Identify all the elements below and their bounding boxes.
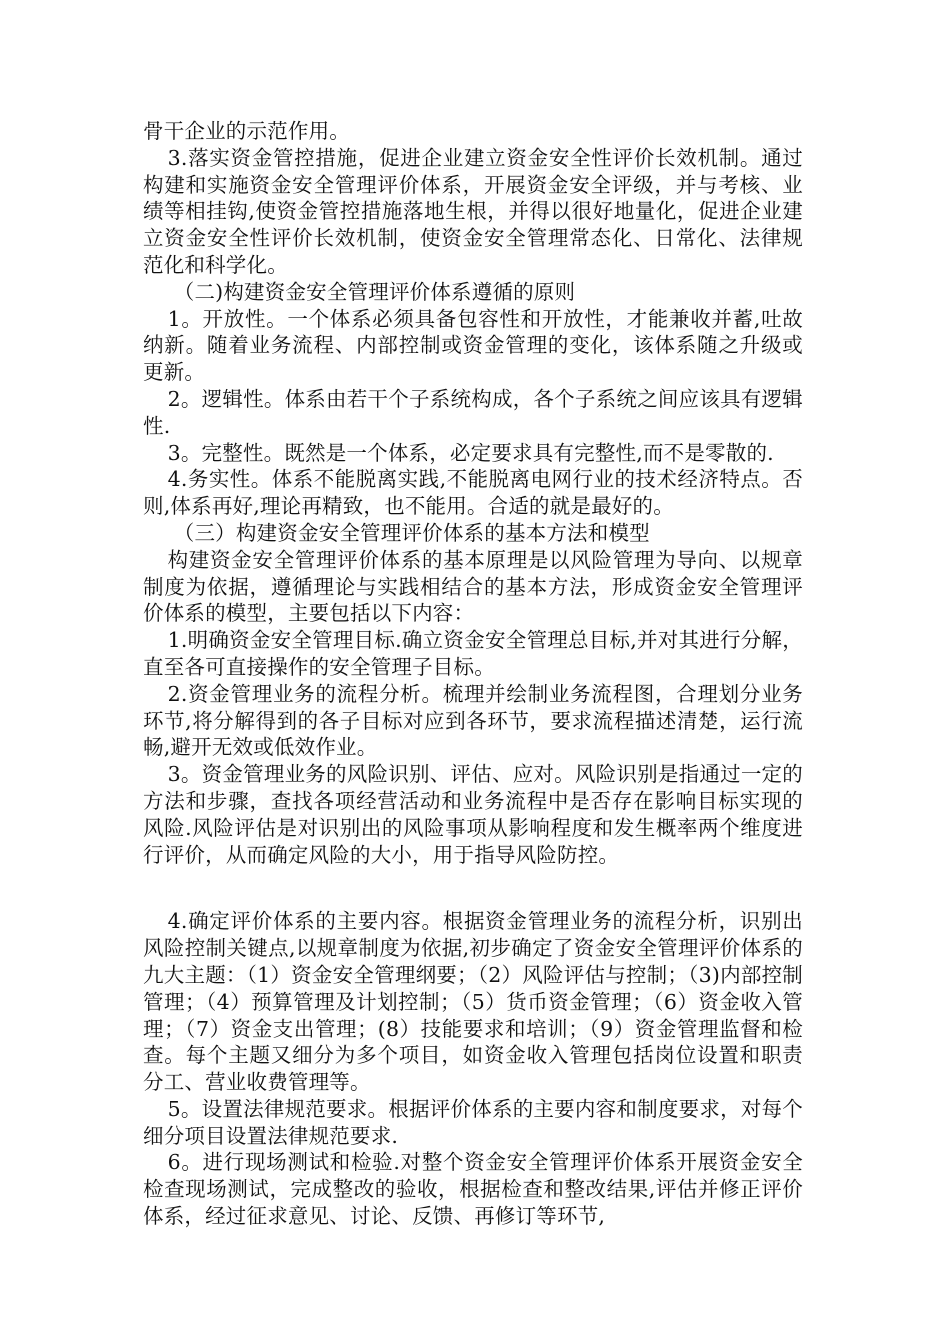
section-heading-3: （三）构建资金安全管理评价体系的基本方法和模型 (173, 520, 650, 545)
paragraph-logic: 2。逻辑性。体系由若干个子系统构成，各个子系统之间应该具有逻辑性. (143, 386, 803, 438)
paragraph-step-4: 4.确定评价体系的主要内容。根据资金管理业务的流程分析，识别出风险控制关键点,以规章制度为依据,初步确定了资金安全管理评价体系的九大主题：（1）资金安全管理纲要；（2）风险评估与控制；（3)内部控制管理；（4）预算管理及计划控制；（5）货币资金管理；（6）资金收入管理；（7）资金支出管理；(8）技能要求和培训；（9）资金管理监督和检查。每个主题又细分为多个项目，如资金收入管理包括岗位设置和职责分工、营业收费管理等。 (143, 909, 803, 1095)
paragraph-step-3: 3。资金管理业务的风险识别、评估、应对。风险识别是指通过一定的方法和步骤，查找各项经营活动和业务流程中是否存在影响目标实现的风险.风险评估是对识别出的风险事项从影响程度和发生概率两个维度进行评价，从而确定风险的大小，用于指导风险防控。 (143, 762, 803, 867)
paragraph-step-2: 2.资金管理业务的流程分析。梳理并绘制业务流程图，合理划分业务环节,将分解得到的各子目标对应到各环节，要求流程描述清楚，运行流畅,避开无效或低效作业。 (143, 681, 803, 760)
paragraph-step-6: 6。进行现场测试和检验.对整个资金安全管理评价体系开展资金安全检查现场测试，完成整改的验收，根据检查和整改结果,评估并修正评价体系，经过征求意见、讨论、反馈、再修订等环节, (143, 1150, 803, 1229)
paragraph-integrity: 3。完整性。既然是一个体系，必定要求具有完整性,而不是零散的. (167, 440, 774, 465)
paragraph-principle: 构建资金安全管理评价体系的基本原理是以风险管理为导向、以规章制度为依据，遵循理论与实践相结合的基本方法，形成资金安全管理评价体系的模型，主要包括以下内容： (143, 547, 803, 626)
paragraph-openness: 1。开放性。一个体系必须具备包容性和开放性，才能兼收并蓄,吐故纳新。随着业务流程、内部控制或资金管理的变化，该体系随之升级或更新。 (143, 306, 803, 385)
paragraph-2: 3.落实资金管控措施，促进企业建立资金安全性评价长效机制。通过构建和实施资金安全管理评价体系，开展资金安全评级，并与考核、业绩等相挂钩,使资金管控措施落地生根，并得以很好地量化，促进企业建立资金安全性评价长效机制，使资金安全管理常态化、日常化、法律规范化和科学化。 (143, 145, 803, 277)
paragraph-practicality: 4.务实性。体系不能脱离实践,不能脱离电网行业的技术经济特点。否则,体系再好,理论再精致，也不能用。合适的就是最好的。 (143, 467, 803, 519)
document-page (143, 118, 803, 1230)
blank-gap (143, 868, 803, 908)
section-heading-2: （二)构建资金安全管理评价体系遵循的原则 (173, 279, 576, 304)
paragraph-step-5: 5。设置法律规范要求。根据评价体系的主要内容和制度要求，对每个细分项目设置法律规范要求. (143, 1096, 803, 1148)
paragraph-1: 骨干企业的示范作用。 (143, 119, 350, 143)
paragraph-step-1: 1.明确资金安全管理目标.确立资金安全管理总目标,并对其进行分解，直至各可直接操作的安全管理子目标。 (143, 628, 803, 679)
